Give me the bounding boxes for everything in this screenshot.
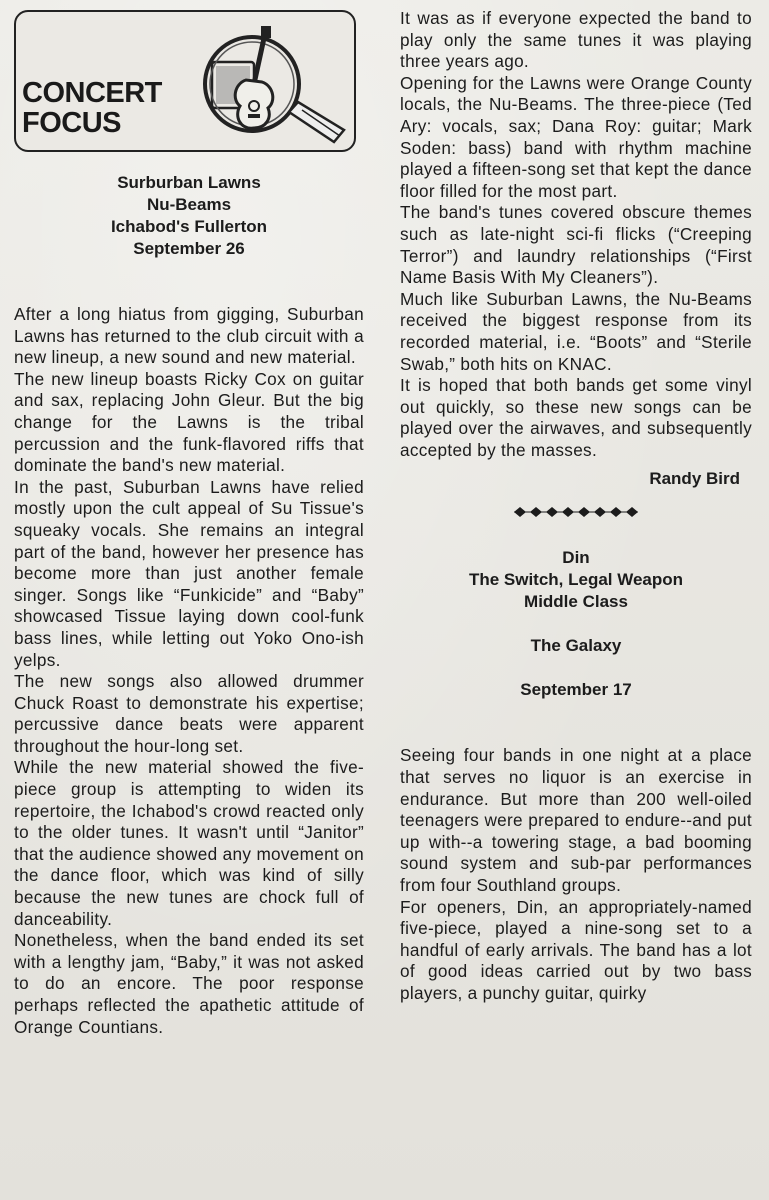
review1-header-line: September 26 xyxy=(133,239,245,258)
review2-paragraph: Seeing four bands in one night at a place that serves no liquor is an exercise in endurance. But more than 200 well-oiled teenagers were prepared to endure--and put up with--a towering stage, a bad booming sound system and sub-par performances from four Southland groups. xyxy=(400,745,752,896)
review1-header-line: Ichabod's Fullerton xyxy=(110,217,268,236)
review2-date: September 17 xyxy=(520,680,632,700)
review1-header-line: Nu-Beams xyxy=(146,195,232,214)
right-column xyxy=(400,8,752,1005)
review2-header xyxy=(400,547,752,701)
review1-paragraph: It is hoped that both bands get some vinyl out quickly, so these new songs can be played over the airwaves, and subsequently accepted by the masses. xyxy=(400,375,752,460)
logo-text xyxy=(22,78,162,138)
review2-paragraph: For openers, Din, an appropriately-named five-piece, played a nine-song set to a handful of early arrivals. The band has a lot of good ideas carried out by two bass players, a punchy guitar, quirky xyxy=(400,896,752,1003)
concert-focus-logo xyxy=(14,10,356,152)
review2-band: Middle Class xyxy=(524,592,628,612)
review1-paragraph: Opening for the Lawns were Orange County locals, the Nu-Beams. The three-piece (Ted Ary: vocals, sax; Dana Roy: guitar; Mark Soden: bass) band with rhythm machine played a fifteen-song set that kept the dance floor filled for the most part. xyxy=(400,72,752,201)
review1-paragraph: In the past, Suburban Lawns have relied mostly upon the cult appeal of Su Tissue's squeaky vocals. She remains an integral part of the band, however her presence has become more than just another female singer. Songs like “Funkicide” and “Baby” showcased Tissue laying down cool-funk bass lines, while letting out Yoko Ono-ish yelps. xyxy=(14,476,364,670)
review1-byline: Randy Bird xyxy=(649,469,740,489)
review1-paragraph: After a long hiatus from gigging, Suburban Lawns has returned to the club circuit with a new lineup, a new sound and new material. xyxy=(14,304,364,368)
diamond-divider-icon xyxy=(400,505,752,519)
left-column xyxy=(14,10,364,1038)
review1-header-line: Surburban Lawns xyxy=(117,173,261,192)
review1-paragraph: The new songs also allowed drummer Chuck Roast to demonstrate his expertise; percussive dance beats were apparent throughout the hour-long set. xyxy=(14,671,364,756)
review1-paragraph: While the new material showed the five-piece group is attempting to widen its repertoire, the Ichabod's crowd reacted only to the older tunes. It wasn't until “Janitor” that the audience showed any movement on the dance floor, which was kind of silly because the new tunes are chock full of danceability. xyxy=(14,757,364,929)
review1-paragraph: It was as if everyone expected the band to play only the same tunes it was playing three years ago. xyxy=(400,8,752,72)
review2-venue: The Galaxy xyxy=(530,636,622,656)
review1-header xyxy=(14,172,364,260)
guitar-magnifier-icon xyxy=(194,24,364,150)
review2-band: The Switch, Legal Weapon xyxy=(468,570,684,590)
review1-paragraph: Nonetheless, when the band ended its set with a lengthy jam, “Baby,” it was not asked to do an encore. The poor response perhaps reflected the apathetic attitude of Orange Countians. xyxy=(14,930,364,1037)
logo-line-2: FOCUS xyxy=(22,107,121,139)
review1-paragraph: Much like Suburban Lawns, the Nu-Beams received the biggest response from its recorded material, i.e. “Boots” and “Sterile Swab,” both hits on KNAC. xyxy=(400,288,752,374)
review1-paragraph: The new lineup boasts Ricky Cox on guitar and sax, replacing John Gleur. But the big change for the Lawns is the tribal percussion and the funk-flavored riffs that dominate the band's new material. xyxy=(14,368,364,476)
review1-paragraph: The band's tunes covered obscure themes such as late-night sci-fi flicks (“Creeping Terror”) and laundry relationships (“First Name Basis With My Cleaners”). xyxy=(400,202,752,288)
header-spacer xyxy=(400,613,752,635)
logo-line-1: CONCERT xyxy=(22,77,162,109)
review2-band: Din xyxy=(562,548,590,568)
header-spacer xyxy=(400,657,752,679)
